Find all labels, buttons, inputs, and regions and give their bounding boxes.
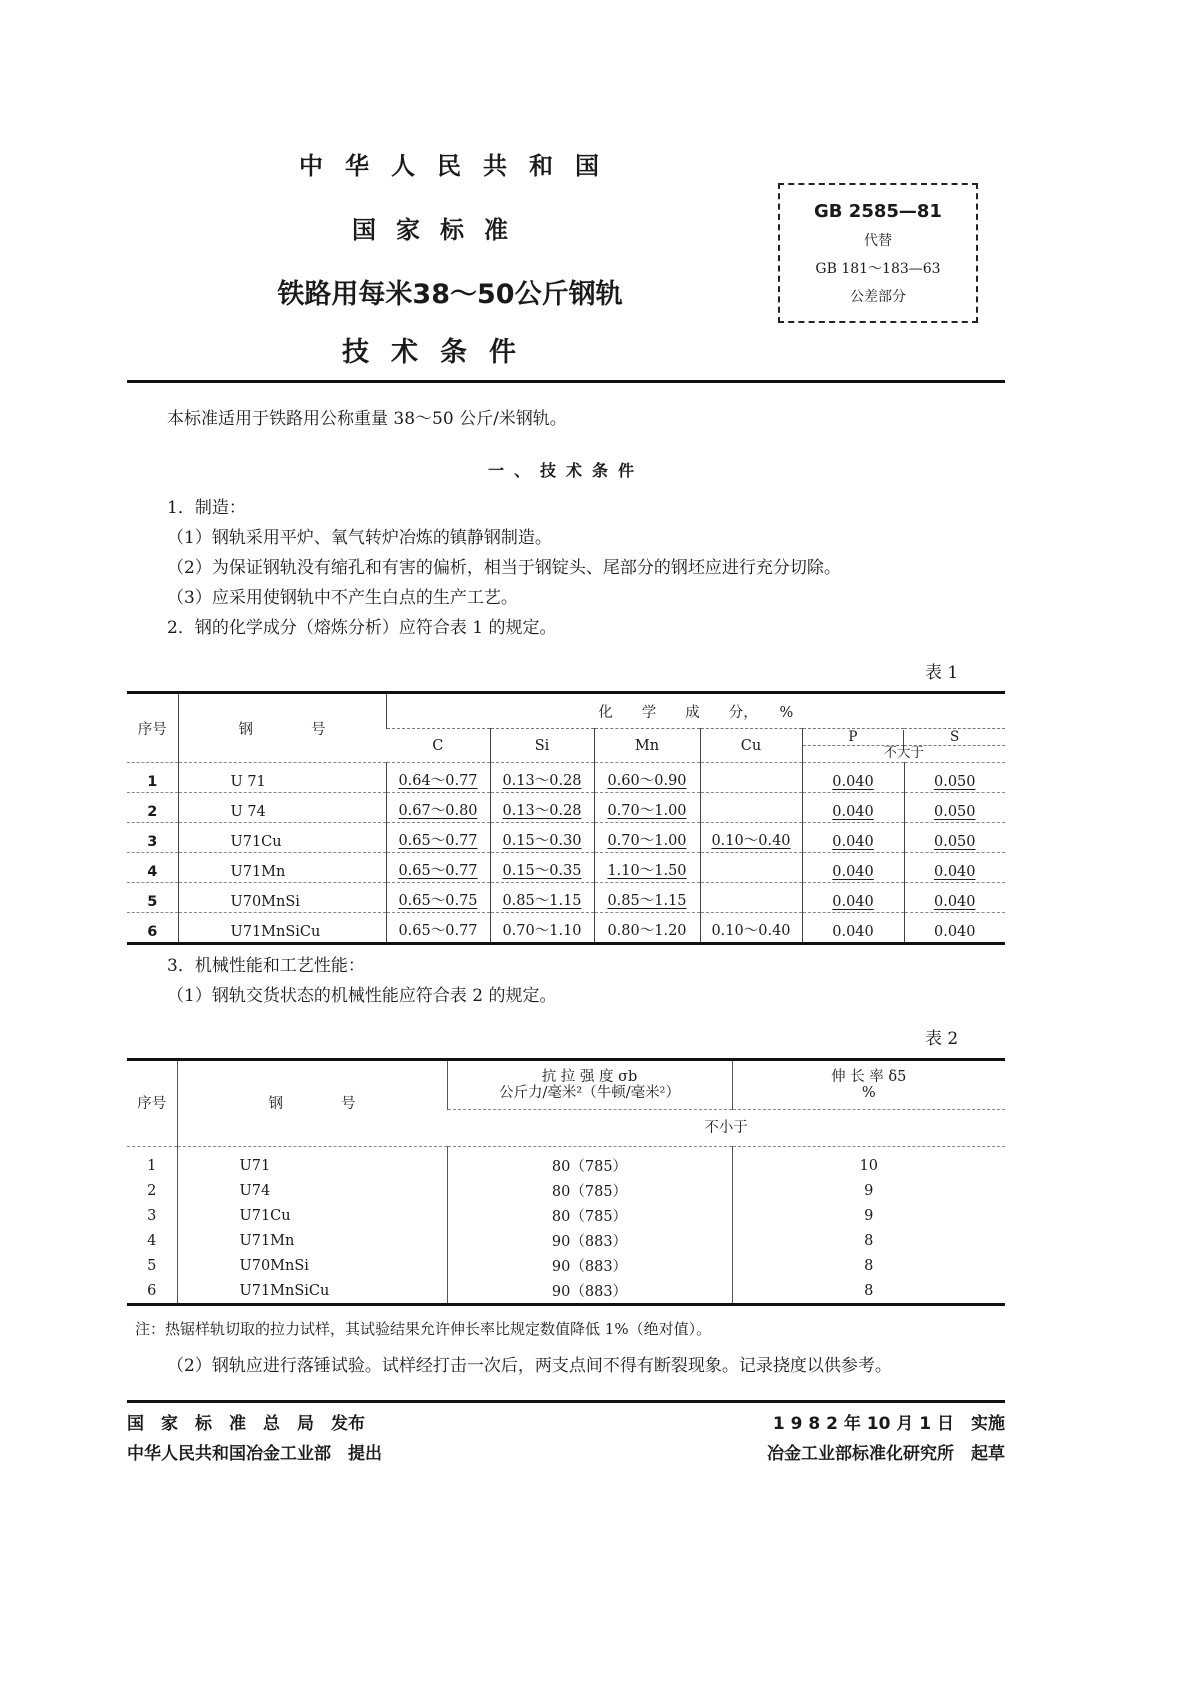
cell-tensile: 90（883）	[447, 1253, 732, 1278]
table-row	[127, 793, 1005, 823]
table-row	[127, 1253, 1005, 1278]
cell-p: 0.040	[802, 823, 904, 853]
footer-divider	[127, 1400, 1005, 1403]
cell-p: 0.040	[802, 793, 904, 823]
cell-c: 0.65～0.77	[386, 823, 490, 853]
row-grade: U 71	[178, 763, 386, 793]
table-row	[127, 1278, 1005, 1305]
cell-s: 0.050	[904, 793, 1005, 823]
row-no: 1	[127, 763, 178, 793]
header-elongation	[732, 1060, 1005, 1110]
row-no: 4	[147, 1232, 157, 1249]
row-grade: U70MnSi	[178, 883, 386, 913]
cell-p: 0.040	[802, 763, 904, 793]
header-no: 序号	[137, 721, 167, 738]
table-row	[127, 1147, 1005, 1179]
replaces-part: 公差部分	[850, 289, 906, 305]
standard-code: GB 2585—81	[814, 201, 942, 222]
standard-type-heading: 国家标准	[352, 216, 528, 244]
clause-3: 3．机械性能和工艺性能：	[167, 956, 365, 976]
cell-s: 0.050	[904, 823, 1005, 853]
document-subtitle: 技术条件	[342, 337, 538, 368]
clause-1-2: （2）为保证钢轨没有缩孔和有害的偏析，相当于钢锭头、尾部分的钢坯应进行充分切除。	[167, 558, 841, 578]
row-no: 6	[127, 913, 178, 944]
table-row	[127, 763, 1005, 793]
cell-si: 0.85～1.15	[490, 883, 594, 913]
row-grade: U71Mn	[178, 853, 386, 883]
cell-cu: 0.10～0.40	[700, 823, 802, 853]
clause-1-3: （3）应采用使钢轨中不产生白点的生产工艺。	[167, 588, 518, 608]
cell-mn: 0.80～1.20	[594, 913, 700, 944]
cell-si: 0.13～0.28	[490, 763, 594, 793]
drafted-by: 冶金工业部标准化研究所 起草	[767, 1444, 1005, 1464]
header-grade: 钢 号	[177, 1060, 447, 1147]
cell-p: 0.040	[802, 853, 904, 883]
row-no: 2	[127, 793, 178, 823]
cell-tensile: 80（785）	[447, 1147, 732, 1179]
row-grade: U70MnSi	[177, 1253, 447, 1278]
cell-c: 0.65～0.77	[386, 913, 490, 944]
cell-tensile: 90（883）	[447, 1278, 732, 1305]
header-elongation-title: 伸 长 率 δ5	[831, 1069, 907, 1085]
cell-elongation: 9	[732, 1178, 1005, 1203]
header-min-note: 不小于	[447, 1110, 1005, 1147]
cell-tensile: 90（883）	[447, 1228, 732, 1253]
header-grade: 钢 号	[178, 693, 386, 763]
cell-s: 0.040	[904, 883, 1005, 913]
mechanical-properties-table	[127, 1058, 1005, 1306]
cell-cu	[700, 853, 802, 883]
cell-si: 0.15～0.30	[490, 823, 594, 853]
cell-p: 0.040	[802, 883, 904, 913]
replaces-label: 代替	[864, 233, 892, 249]
cell-cu	[700, 763, 802, 793]
row-no: 2	[147, 1182, 157, 1199]
document-title: 铁路用每米38～50公斤钢轨	[277, 279, 623, 310]
cell-c: 0.64～0.77	[386, 763, 490, 793]
header-mn: Mn	[594, 729, 700, 763]
cell-mn: 1.10～1.50	[594, 853, 700, 883]
cell-elongation: 8	[732, 1228, 1005, 1253]
header-tensile-unit: 公斤力/毫米²（牛顿/毫米²）	[499, 1085, 680, 1101]
cell-mn: 0.70～1.00	[594, 793, 700, 823]
replaces-code: GB 181～183—63	[815, 261, 941, 277]
row-no: 3	[147, 1207, 157, 1224]
row-no: 5	[127, 883, 178, 913]
cell-c: 0.65～0.77	[386, 853, 490, 883]
header-p: P	[803, 730, 905, 746]
header-composition: 化 学 成 分， %	[386, 693, 1005, 729]
row-grade: U71Mn	[177, 1228, 447, 1253]
cell-cu: 0.10～0.40	[700, 913, 802, 944]
table-row	[127, 823, 1005, 853]
effective-date: 1 9 8 2 年 10 月 1 日 实施	[772, 1414, 1005, 1434]
cell-c: 0.65～0.75	[386, 883, 490, 913]
cell-elongation: 10	[732, 1147, 1005, 1179]
cell-tensile: 80（785）	[447, 1203, 732, 1228]
table-row	[127, 1178, 1005, 1203]
cell-elongation: 8	[732, 1253, 1005, 1278]
cell-mn: 0.70～1.00	[594, 823, 700, 853]
cell-cu	[700, 883, 802, 913]
cell-si: 0.13～0.28	[490, 793, 594, 823]
header-cu: Cu	[700, 729, 802, 763]
cell-mn: 0.60～0.90	[594, 763, 700, 793]
header-no: 序号	[137, 1095, 167, 1112]
scope-paragraph: 本标准适用于铁路用公称重量 38～50 公斤/米钢轨。	[167, 409, 567, 429]
cell-tensile: 80（785）	[447, 1178, 732, 1203]
table1-label: 表 1	[925, 663, 959, 683]
cell-si: 0.15～0.35	[490, 853, 594, 883]
row-no: 5	[147, 1257, 157, 1274]
header-tensile-title: 抗 拉 强 度 σb	[541, 1069, 638, 1085]
header-elongation-unit: %	[861, 1085, 876, 1101]
cell-s: 0.050	[904, 763, 1005, 793]
cell-elongation: 8	[732, 1278, 1005, 1305]
section-title: 一、技术条件	[487, 461, 644, 480]
table2-note: 注：热锯样轨切取的拉力试样，其试验结果允许伸长率比规定数值降低 1%（绝对值）。	[135, 1320, 712, 1338]
cell-si: 0.70～1.10	[490, 913, 594, 944]
proposed-by: 中华人民共和国冶金工业部 提出	[127, 1444, 382, 1464]
clause-2: 2．钢的化学成分（熔炼分析）应符合表 1 的规定。	[167, 618, 557, 638]
header-tensile	[447, 1060, 732, 1110]
table-row	[127, 1203, 1005, 1228]
clause-1-1: （1）钢轨采用平炉、氧气转炉冶炼的镇静钢制造。	[167, 528, 552, 548]
header-divider	[127, 380, 1005, 383]
clause-1: 1．制造：	[167, 498, 246, 518]
chemical-composition-table	[127, 691, 1005, 945]
cell-s: 0.040	[904, 853, 1005, 883]
row-grade: U71	[177, 1147, 447, 1179]
cell-mn: 0.85～1.15	[594, 883, 700, 913]
cell-s: 0.040	[904, 913, 1005, 944]
clause-3-2: （2）钢轨应进行落锤试验。试样经打击一次后，两支点间不得有断裂现象。记录挠度以供参考。	[167, 1356, 892, 1376]
row-no: 6	[147, 1282, 157, 1299]
row-no: 1	[127, 1147, 177, 1179]
header-c: C	[386, 729, 490, 763]
clause-3-1: （1）钢轨交货状态的机械性能应符合表 2 的规定。	[167, 986, 557, 1006]
header-ps-note: 不大于	[883, 745, 924, 761]
table-row	[127, 883, 1005, 913]
row-no: 3	[127, 823, 178, 853]
cell-cu	[700, 793, 802, 823]
cell-elongation: 9	[732, 1203, 1005, 1228]
table2-label: 表 2	[925, 1029, 959, 1049]
header-s: S	[904, 730, 1005, 746]
row-grade: U71MnSiCu	[177, 1278, 447, 1305]
row-grade: U 74	[178, 793, 386, 823]
row-grade: U71MnSiCu	[178, 913, 386, 944]
table-row	[127, 853, 1005, 883]
table-row	[127, 913, 1005, 944]
header-si: Si	[490, 729, 594, 763]
country-heading: 中华人民共和国	[299, 152, 621, 180]
header-p-s	[802, 729, 1005, 763]
standard-code-box	[778, 183, 978, 323]
row-grade: U71Cu	[178, 823, 386, 853]
cell-p: 0.040	[802, 913, 904, 944]
row-no: 4	[127, 853, 178, 883]
row-grade: U74	[177, 1178, 447, 1203]
cell-c: 0.67～0.80	[386, 793, 490, 823]
table-row	[127, 1228, 1005, 1253]
issued-by: 国 家 标 准 总 局 发布	[127, 1414, 365, 1434]
row-grade: U71Cu	[177, 1203, 447, 1228]
